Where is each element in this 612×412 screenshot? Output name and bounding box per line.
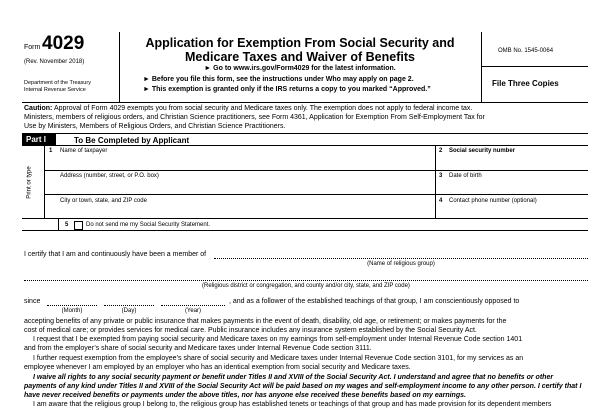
cut-off-line-wrap: [0, 400, 612, 412]
ssn-input[interactable]: [439, 156, 585, 170]
field4-number: 4: [439, 198, 443, 204]
year-caption: (Year): [184, 308, 202, 314]
goto-link-line: ► Go to www.irs.gov/Form4029 for the latest information.: [204, 65, 396, 72]
part1-top-rule: [22, 133, 588, 134]
row5-left-rule: [58, 218, 59, 230]
since-continuation: , and as a follower of the established teachings of that group, I am conscientiously opposed to: [229, 298, 520, 305]
row1-rule: [44, 170, 588, 171]
accept-line2: cost of medical care; or provides services for medical care. Public insurance includes any insurance system established by the Social Security Act.: [24, 327, 477, 334]
accept-line1: accepting benefits of any private or public insurance that makes payments in the event of death, disability, old age, or retirement; or makes payments for the: [24, 318, 507, 325]
field1-label: Name of taxpayer: [60, 148, 108, 154]
part1-header-rule: [22, 145, 588, 146]
field1-number: 1: [49, 148, 53, 154]
caution-line3: Use by Ministers, Members of Religious Orders, and Christian Science Practitioners.: [24, 123, 286, 130]
row5-rule: [22, 230, 588, 231]
city-label: City or town, state, and ZIP code: [60, 198, 147, 204]
form-title-line1: Application for Exemption From Social Security and: [145, 36, 455, 50]
form-prefix: Form: [24, 44, 41, 51]
since-year-input[interactable]: [161, 305, 225, 306]
field2-number: 2: [439, 148, 443, 154]
field4-label: Contact phone number (optional): [449, 198, 537, 204]
form-number: 4029: [42, 33, 85, 54]
since-day-input[interactable]: [104, 305, 154, 306]
caution-line1: [24, 105, 472, 113]
request-line2: and from the employer’s share of social security and Medicare taxes under Internal Revenue Code section 3111.: [24, 345, 372, 352]
city-state-zip-input[interactable]: [58, 206, 433, 218]
contact-phone-input[interactable]: [439, 206, 585, 218]
header-bottom-rule: [22, 102, 588, 103]
religious-district-caption: (Religious district or congregation, and county and/or city, state, and ZIP code): [202, 283, 410, 289]
cut-off-line: I am aware that the religious group I belong to, the religious group has established tenets or teachings of that group and has made provision for its dependent members: [33, 401, 552, 408]
print-or-type-label: Print or type: [26, 166, 33, 199]
field3-number: 3: [439, 173, 443, 179]
field5-label: Do not send me my Social Security Statement.: [86, 222, 211, 228]
before-file-note: ► Before you file this form, see the instructions under Who may apply on page 2.: [143, 76, 414, 83]
exemption-note: ► This exemption is granted only if the IRS returns a copy to you marked “Approved.”: [143, 86, 431, 93]
waive-line2: payments of any kind under Titles II and XVIII of the Social Security Act will be paid based on my wages and self-employment income to any other person. I certify that I: [24, 383, 582, 390]
waive-line1: I waive all rights to any social security payment or benefit under Titles II and XVIII of the Social Security Act. I understand and agree that no benefits or other: [33, 374, 554, 381]
address-label: Address (number, street, or P.O. box): [60, 173, 159, 179]
month-caption: (Month): [61, 308, 83, 314]
department-line1: Department of the Treasury: [24, 80, 91, 86]
file-three-copies: File Three Copies: [492, 79, 559, 88]
religious-group-input[interactable]: [214, 258, 588, 259]
department-line2: Internal Revenue Service: [24, 87, 86, 93]
waive-line3: have never received benefits or payments under the above titles, nor has anyone else received these benefits based on my earnings.: [24, 392, 466, 399]
part1-tag: Part I: [22, 134, 56, 145]
religious-district-input[interactable]: [24, 280, 588, 281]
certify-line: I certify that I am and continuously have been a member of: [24, 251, 207, 258]
further-line1: I further request exemption from the employee’s share of social security and Medicare taxes under Internal Revenue Code section 3101, for my services as an: [33, 355, 524, 362]
since-label: since: [24, 298, 41, 305]
field5-number: 5: [65, 222, 69, 228]
row2-rule: [44, 194, 588, 195]
side-column-rule: [44, 146, 45, 218]
field2-label: Social security number: [449, 148, 516, 154]
address-input[interactable]: [58, 181, 433, 194]
caution-text1: Approval of Form 4029 exempts you from social security and Medicare taxes only. The exemption does not apply to federal income tax.: [53, 105, 473, 112]
further-line2: employee whenever I am employed by an employer who has an identical exemption from social security and Medicare taxes.: [24, 364, 411, 371]
omb-number: OMB No. 1545-0064: [498, 48, 554, 54]
date-of-birth-input[interactable]: [439, 181, 585, 194]
part1-title: To Be Completed by Applicant: [74, 136, 190, 145]
caution-line2: Ministers, members of religious orders, and Christian Science practitioners, see Form 4361, Application for Exemption From Self-Employment Tax for: [24, 114, 485, 121]
taxpayer-name-input[interactable]: [58, 156, 433, 170]
revision-date: (Rev. November 2018): [24, 59, 85, 65]
since-month-input[interactable]: [47, 305, 97, 306]
omb-divider: [481, 66, 588, 67]
row3-rule: [22, 218, 588, 219]
caution-label: Caution:: [24, 105, 53, 112]
day-caption: (Day): [121, 308, 137, 314]
field-column-rule: [435, 146, 436, 218]
form-title-line2: Medicare Taxes and Waiver of Benefits: [185, 50, 415, 64]
header-divider-right: [481, 32, 482, 102]
request-line1: I request that I be exempted from paying social security and Medicare taxes on my earnings from self-employment under Internal Revenue Code section 1401: [33, 336, 523, 343]
field3-label: Date of birth: [449, 173, 482, 179]
religious-group-caption: (Name of religious group): [367, 261, 435, 267]
no-statement-checkbox[interactable]: [74, 221, 83, 230]
